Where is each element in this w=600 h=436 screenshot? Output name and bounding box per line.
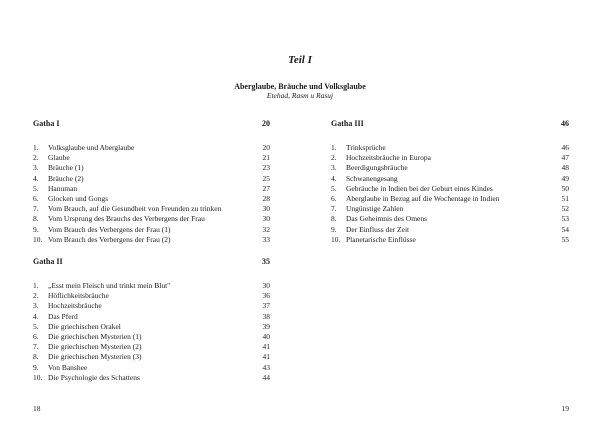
section-title: Gatha I xyxy=(33,119,60,128)
toc-entry xyxy=(33,225,270,235)
part-title: Teil I xyxy=(288,54,312,66)
entry-page: 38 xyxy=(262,311,270,321)
entry-title: Hanuman xyxy=(48,183,78,193)
entry-number: 2. xyxy=(33,291,39,301)
entry-page: 39 xyxy=(262,321,270,331)
entry-number: 10. xyxy=(33,234,43,244)
entry-number: 9. xyxy=(33,362,39,372)
entry-page: 49 xyxy=(561,173,569,183)
toc-section-gatha-3 xyxy=(331,119,569,245)
entry-page: 46 xyxy=(561,143,569,152)
toc-entry xyxy=(33,301,270,311)
toc-entry xyxy=(331,143,569,153)
entry-title: „Esst mein Fleisch und trinkt mein Blut" xyxy=(48,281,171,290)
entry-title: Die griechischen Mysterien (3) xyxy=(48,352,142,362)
entry-number: 8. xyxy=(331,214,337,224)
entry-page: 44 xyxy=(262,372,270,382)
entry-title: Gebräuche in Indien bei der Geburt eines Kindes xyxy=(346,183,493,193)
entry-number: 3. xyxy=(33,301,39,311)
entry-page: 27 xyxy=(262,183,270,193)
entry-page: 51 xyxy=(561,193,569,203)
entry-page: 32 xyxy=(262,224,270,234)
toc-entry xyxy=(331,174,569,184)
toc-entry xyxy=(33,291,270,301)
entry-number: 10. xyxy=(33,372,43,382)
toc-entry xyxy=(331,214,569,224)
entry-title: Aberglaube in Bezug auf die Wochentage in Indien xyxy=(346,193,500,203)
toc-entry xyxy=(331,163,569,173)
entry-number: 5. xyxy=(33,183,39,193)
section-page-number: 46 xyxy=(561,119,569,128)
entry-page: 36 xyxy=(262,291,270,301)
entry-number: 6. xyxy=(33,193,39,203)
entry-number: 2. xyxy=(331,153,337,163)
entry-page: 55 xyxy=(561,234,569,244)
entry-page: 47 xyxy=(561,153,569,163)
entry-page: 30 xyxy=(262,204,270,214)
entry-number: 1. xyxy=(33,281,39,290)
entry-title: Die Psychologie des Schattens xyxy=(48,372,140,382)
entry-number: 9. xyxy=(33,224,39,234)
entry-title: Planetarische Einflüsse xyxy=(346,234,416,244)
page-number-right: 19 xyxy=(561,404,569,413)
toc-entry xyxy=(33,342,270,352)
toc-entry xyxy=(33,322,270,332)
entry-title: Die griechischen Orakel xyxy=(48,321,121,331)
entry-title: Von Banshee xyxy=(48,362,88,372)
entry-number: 1. xyxy=(331,143,337,152)
entry-title: Vom Brauch, auf die Gesundheit von Freunden zu trinken xyxy=(48,204,222,214)
entry-number: 6. xyxy=(331,193,337,203)
entry-title: Die griechischen Mysterien (1) xyxy=(48,331,142,341)
toc-entry xyxy=(33,235,270,245)
entry-title: Glocken und Gongs xyxy=(48,193,108,203)
entry-page: 50 xyxy=(561,183,569,193)
toc-section-gatha-2 xyxy=(33,257,270,383)
entry-number: 7. xyxy=(33,342,39,352)
entry-number: 7. xyxy=(33,204,39,214)
entry-title: Beerdigungsbräuche xyxy=(346,163,408,173)
section-heading xyxy=(331,119,569,131)
section-page-number: 35 xyxy=(262,257,270,266)
entry-page: 20 xyxy=(262,143,270,152)
entry-title: Vom Brauch des Verbergens der Frau (1) xyxy=(48,224,171,234)
toc-entry xyxy=(33,332,270,342)
entry-title: Ungünstige Zahlen xyxy=(346,204,404,214)
entry-page: 43 xyxy=(262,362,270,372)
toc-entry xyxy=(331,235,569,245)
entry-number: 4. xyxy=(331,173,337,183)
entry-title: Der Einfluss der Zeit xyxy=(346,224,410,234)
entry-number: 7. xyxy=(331,204,337,214)
entry-page: 53 xyxy=(561,214,569,224)
toc-section-gatha-1 xyxy=(33,119,270,245)
entry-number: 8. xyxy=(33,214,39,224)
toc-entry xyxy=(331,194,569,204)
entry-page: 33 xyxy=(262,234,270,244)
toc-entry xyxy=(331,204,569,214)
entry-page: 30 xyxy=(262,214,270,224)
entry-number: 10. xyxy=(331,234,341,244)
section-subtitle-italic: Etehad, Rasm u Rasuj xyxy=(266,91,334,100)
entry-title: Glaube xyxy=(48,153,70,163)
toc-entry xyxy=(331,225,569,235)
toc-entry xyxy=(33,363,270,373)
entry-number: 1. xyxy=(33,143,39,152)
entry-page: 52 xyxy=(561,204,569,214)
entry-title: Bräuche (2) xyxy=(48,173,84,183)
entry-title: Das Geheimnis des Omens xyxy=(346,214,428,224)
entry-page: 25 xyxy=(262,173,270,183)
toc-entry xyxy=(33,184,270,194)
section-heading xyxy=(33,257,270,269)
toc-entry xyxy=(33,174,270,184)
entry-number: 5. xyxy=(33,321,39,331)
toc-entry xyxy=(33,153,270,163)
entry-page: 21 xyxy=(262,153,270,163)
section-title: Gatha II xyxy=(33,257,63,266)
entry-number: 3. xyxy=(331,163,337,173)
entry-title: Die griechischen Mysterien (2) xyxy=(48,342,142,352)
toc-entry xyxy=(33,204,270,214)
entry-page: 37 xyxy=(262,301,270,311)
entry-page: 28 xyxy=(262,193,270,203)
section-subtitle: Aberglaube, Bräuche und Volksglaube xyxy=(234,82,366,91)
toc-entry xyxy=(33,163,270,173)
entry-title: Bräuche (1) xyxy=(48,163,84,173)
entry-title: Trinksprüche xyxy=(346,143,386,152)
entry-page: 40 xyxy=(262,331,270,341)
entry-title: Höflichkeitsbräuche xyxy=(48,291,109,301)
toc-entry xyxy=(33,143,270,153)
entry-title: Hochzeitsbräuche xyxy=(48,301,102,311)
toc-entry xyxy=(331,153,569,163)
toc-entry xyxy=(33,281,270,291)
entry-number: 4. xyxy=(33,173,39,183)
entry-page: 41 xyxy=(262,352,270,362)
entry-number: 9. xyxy=(331,224,337,234)
entry-page: 48 xyxy=(561,163,569,173)
toc-entry xyxy=(331,184,569,194)
entry-title: Volksglaube und Aberglaube xyxy=(48,143,135,152)
entry-title: Vom Brauch des Verbergens der Frau (2) xyxy=(48,234,171,244)
section-page-number: 20 xyxy=(262,119,270,128)
entry-page: 54 xyxy=(561,224,569,234)
entry-title: Hochzeitsbräuche in Europa xyxy=(346,153,431,163)
toc-entry xyxy=(33,352,270,362)
entry-number: 2. xyxy=(33,153,39,163)
entry-number: 6. xyxy=(33,331,39,341)
entry-number: 3. xyxy=(33,163,39,173)
section-heading xyxy=(33,119,270,131)
toc-entry xyxy=(33,194,270,204)
toc-entry xyxy=(33,214,270,224)
page-number-left: 18 xyxy=(33,404,41,413)
entry-title: Vom Ursprung des Brauchs des Verbergens der Frau xyxy=(48,214,205,224)
entry-number: 4. xyxy=(33,311,39,321)
entry-page: 23 xyxy=(262,163,270,173)
section-title: Gatha III xyxy=(331,119,364,128)
toc-entry xyxy=(33,312,270,322)
entry-page: 30 xyxy=(262,281,270,290)
toc-entry xyxy=(33,373,270,383)
entry-number: 5. xyxy=(331,183,337,193)
entry-title: Das Pferd xyxy=(48,311,78,321)
entry-page: 41 xyxy=(262,342,270,352)
entry-title: Schwanengesang xyxy=(346,173,398,183)
entry-number: 8. xyxy=(33,352,39,362)
